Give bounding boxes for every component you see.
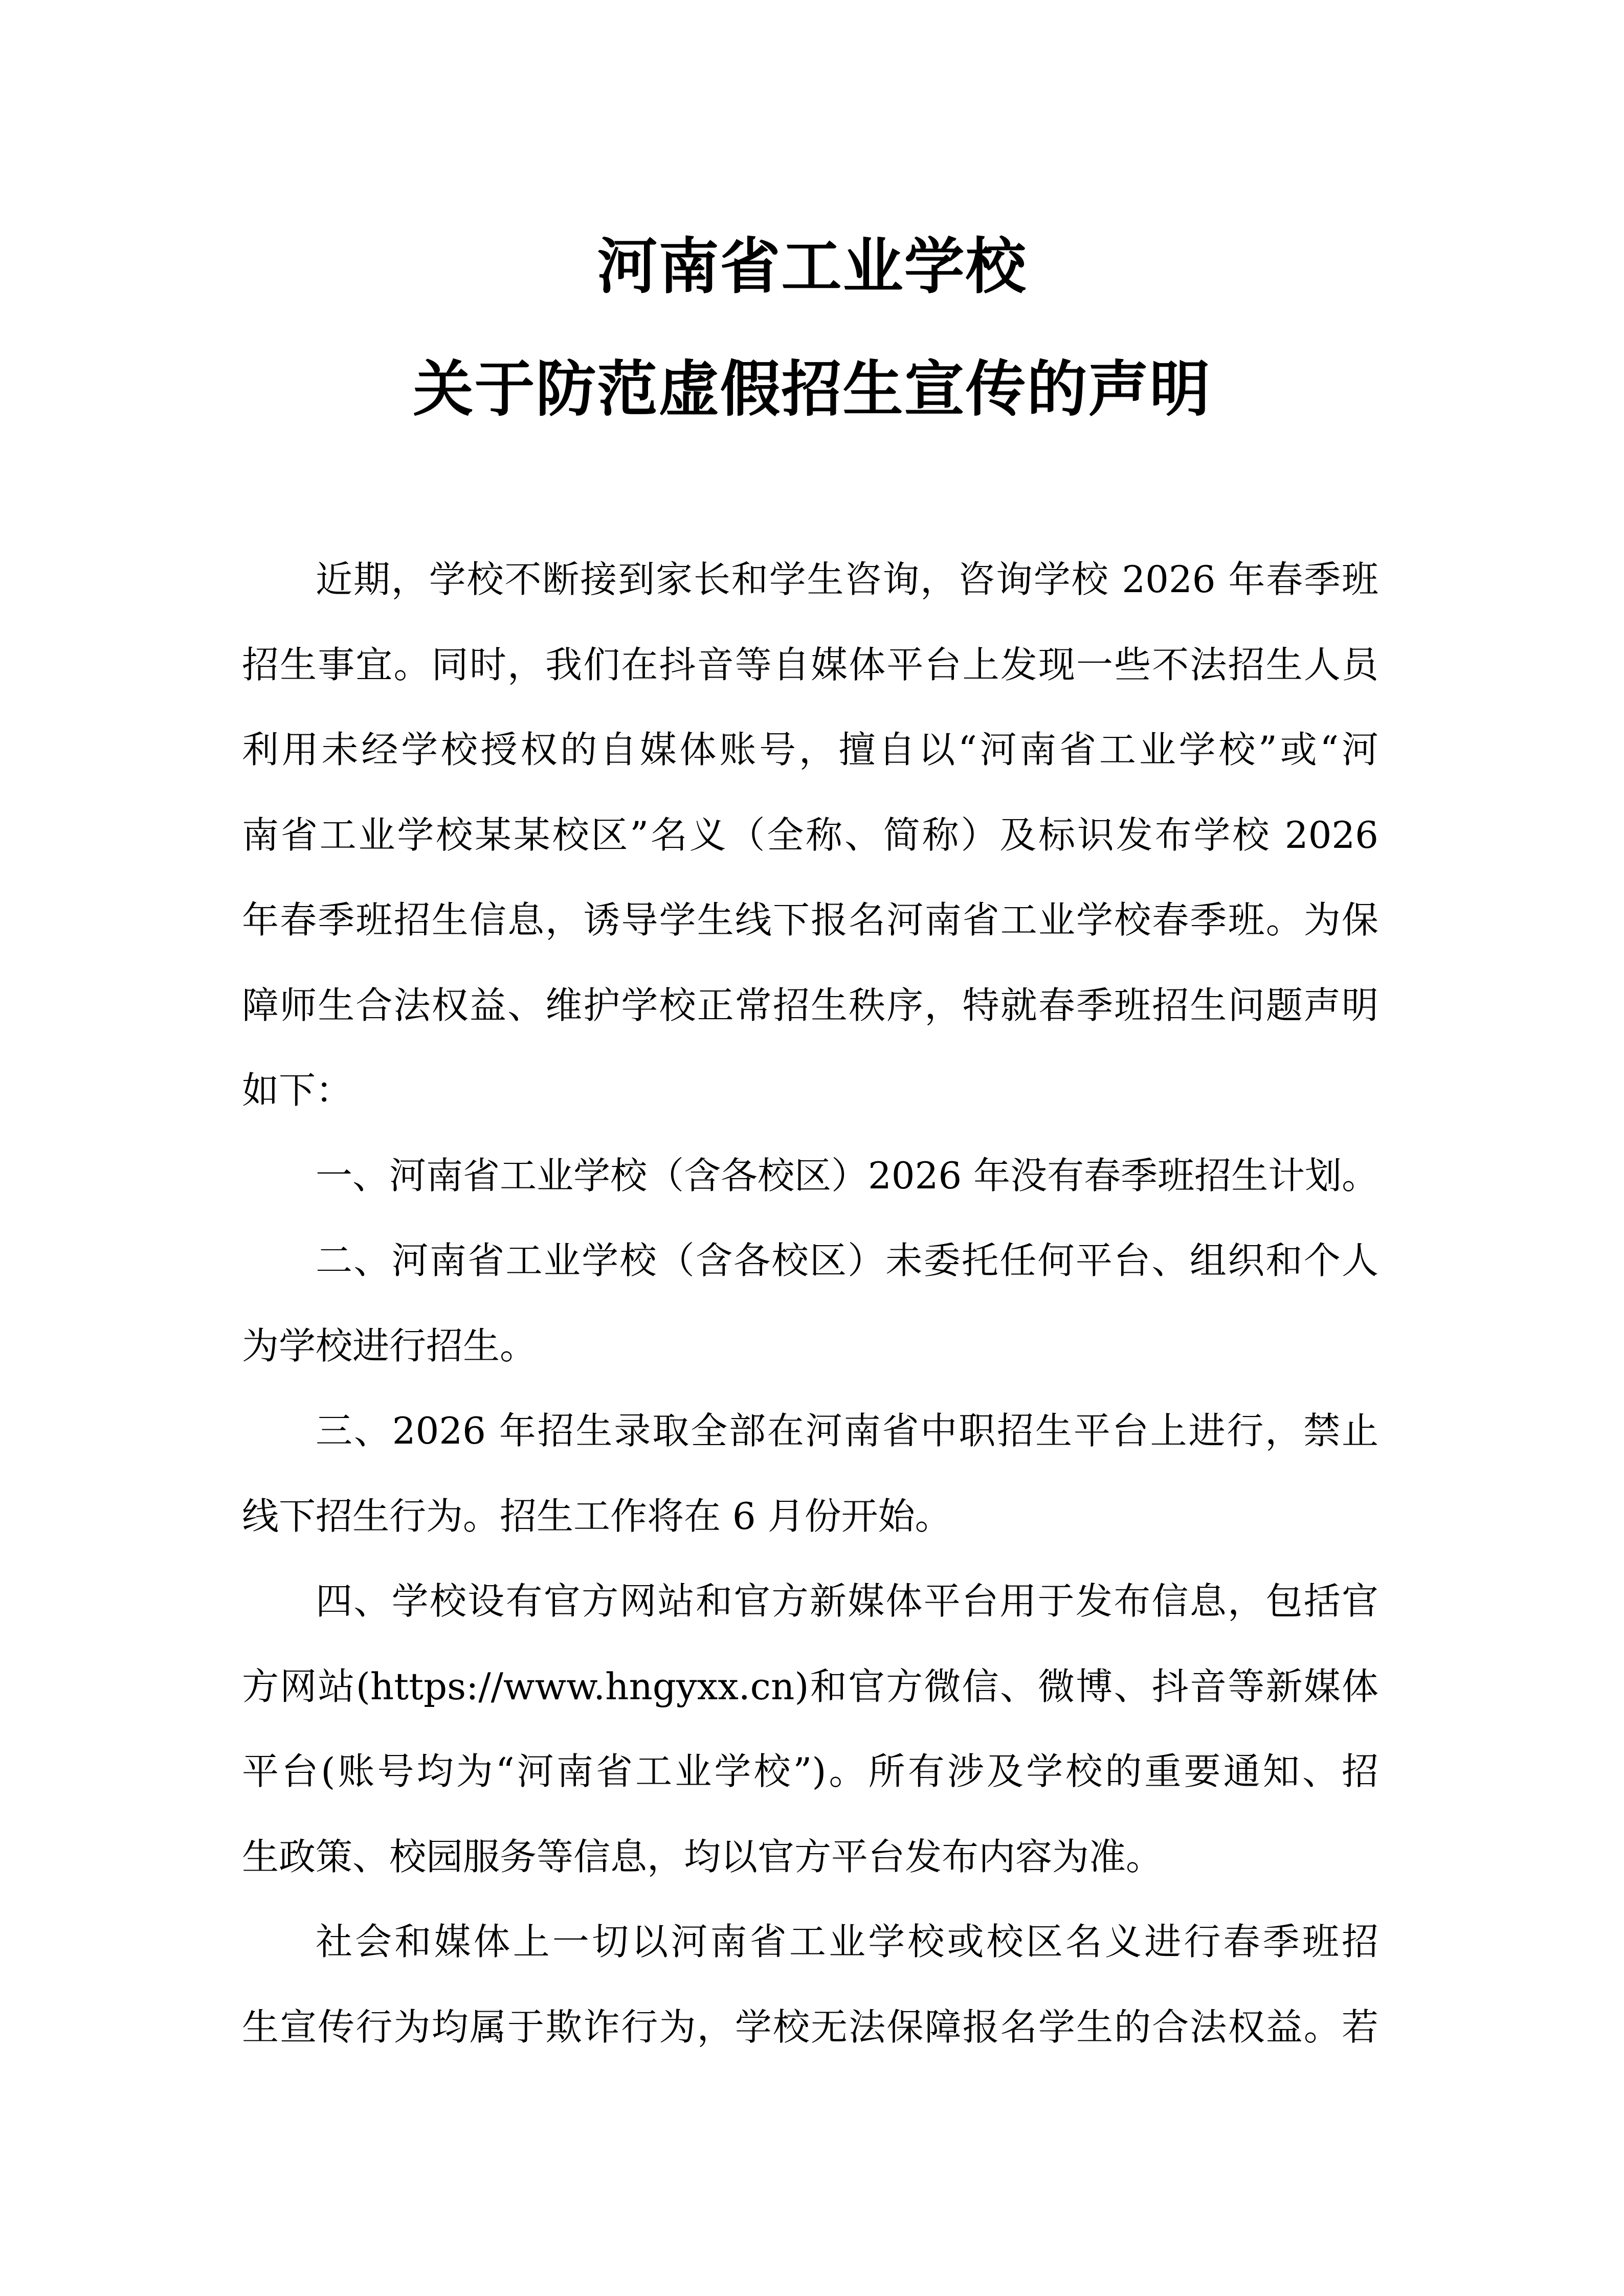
document-title bbox=[0, 205, 1624, 451]
body-line: 为学校进行招生。 bbox=[242, 1324, 537, 1367]
body-line: 近期，学校不断接到家长和学生咨询，咨询学校 2026 年春季班 bbox=[316, 558, 1378, 601]
body-line: 年春季班招生信息，诱导学生线下报名河南省工业学校春季班。为保 bbox=[242, 898, 1378, 941]
body-line: 如下： bbox=[242, 1069, 353, 1112]
body-line: 四、学校设有官方网站和官方新媒体平台用于发布信息，包括官 bbox=[316, 1580, 1378, 1623]
body-line: 生政策、校园服务等信息，均以官方平台发布内容为准。 bbox=[242, 1835, 1163, 1878]
body-line: 生宣传行为均属于欺诈行为，学校无法保障报名学生的合法权益。若 bbox=[242, 2005, 1378, 2049]
document-title-line2: 关于防范虚假招生宣传的声明 bbox=[413, 353, 1211, 424]
body-line: 三、2026 年招生录取全部在河南省中职招生平台上进行，禁止 bbox=[316, 1409, 1378, 1452]
body-line: 线下招生行为。招生工作将在 6 月份开始。 bbox=[242, 1494, 952, 1538]
document-title-line1: 河南省工业学校 bbox=[597, 231, 1027, 302]
body-line: 方网站(https://www.hngyxx.cn)和官方微信、微博、抖音等新媒体 bbox=[242, 1664, 1378, 1708]
body-line: 一、河南省工业学校（含各校区）2026 年没有春季班招生计划。 bbox=[316, 1154, 1379, 1197]
body-line: 招生事宜。同时，我们在抖音等自媒体平台上发现一些不法招生人员 bbox=[242, 643, 1378, 686]
body-line: 利用未经学校授权的自媒体账号，擅自以“河南省工业学校”或“河 bbox=[242, 728, 1378, 771]
body-line: 南省工业学校某某校区”名义（全称、简称）及标识发布学校 2026 bbox=[242, 813, 1378, 857]
body-line: 平台(账号均为“河南省工业学校”)。所有涉及学校的重要通知、招 bbox=[242, 1750, 1378, 1793]
body-line: 社会和媒体上一切以河南省工业学校或校区名义进行春季班招 bbox=[316, 1920, 1378, 1963]
document-body bbox=[242, 537, 1378, 2069]
body-line: 二、河南省工业学校（含各校区）未委托任何平台、组织和个人 bbox=[316, 1239, 1378, 1282]
body-line: 障师生合法权益、维护学校正常招生秩序，特就春季班招生问题声明 bbox=[242, 983, 1378, 1027]
